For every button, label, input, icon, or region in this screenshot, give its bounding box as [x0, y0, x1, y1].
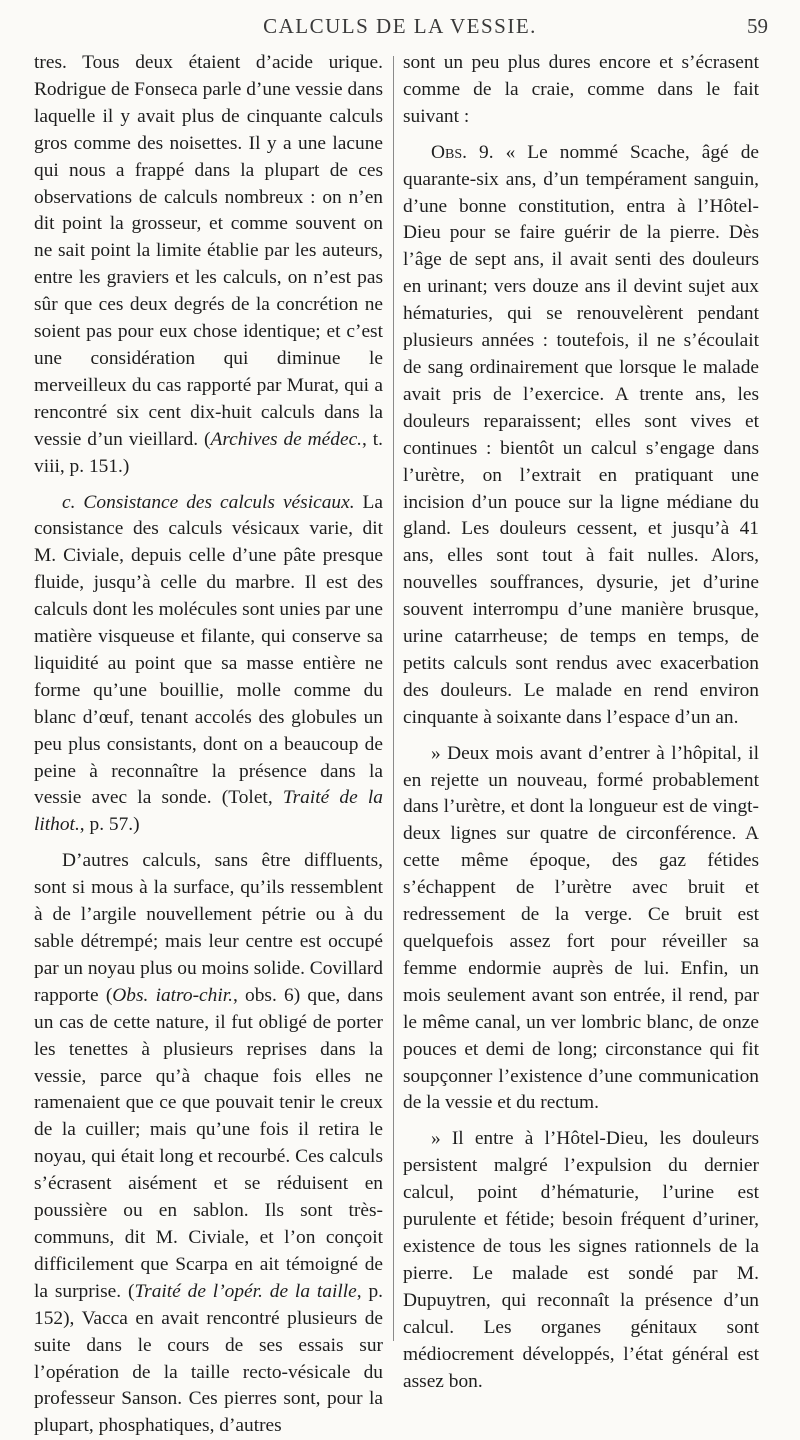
section-heading: c. Consistance des calculs vésicaux. [62, 491, 355, 513]
right-column [403, 50, 759, 1395]
page-number: 59 [747, 14, 768, 38]
section-paragraph [34, 490, 383, 840]
citation: Obs. iatro-chir. [112, 984, 233, 1006]
column-divider [393, 56, 394, 1341]
paragraph-text: , t. viii, p. 151.) [34, 428, 383, 477]
paragraph-text: , p. 57.) [79, 814, 140, 836]
left-column [34, 50, 383, 1440]
paragraph: » Deux mois avant d’entrer à l’hôpital, il en rejette un nouveau, formé probablement dans l’urètre, et dont la longueur est de vingt-deux lignes sur quatre de circonférence. A cette même époque, des gaz fétides s’échappent de l’urètre avec bruit et redressement de la verge. Ce bruit est quelquefois assez fort pour réveiller sa femme endormie auprès de lui. Enfin, un mois seulement avant son entrée, il rend, par le même canal, un ver lombric blanc, de onze pouces et demi de long; circonstance qui fit soupçonner l’existence d’une communication de la vessie et du rectum. [403, 742, 759, 1114]
citation: Archives de médec. [210, 428, 363, 450]
paragraph-text: D’autres calculs, sans être diffluents, sont si mous à la surface, qu’ils ressemblent à de l’argile nouvellement pétrie ou à du sable détrempé; mais leur centre est occupé par un noyau plus ou moins solide. Covillard rapporte ( [34, 850, 384, 1006]
page-header [0, 14, 800, 44]
paragraph: sont un peu plus dures encore et s’écrasent comme de la craie, comme dans le fait suivant : [403, 52, 759, 127]
paragraph-text: , obs. 6) que, dans un cas de cette nature, il fut obligé de porter les tenettes à plusieurs reprises dans la vessie, parce qu’à chaque fois elles ne ramenaient que ce que pouvait tenir le creux de la cuiller; mais qu’une fois il retira le noyau, qui était long et recourbé. Ces calculs s’écrasent aisément et se réduisent en poussière ou en sablon. Ils sont très-communs, dit M. Civiale, et l’on conçoit difficilement que Scarpa en ait témoigné de la surprise. ( [34, 984, 383, 1302]
citation: Traité de l’opér. de la taille [134, 1280, 357, 1302]
paragraph-text: , p. 152), Vacca en avait rencontré plusieurs de suite dans le cours de ses essais sur l’opération de la taille recto-vésicale du professeur Sanson. Ces pierres sont, pour la plupart, phosphatiques, d’autres [34, 1280, 383, 1437]
paragraph-text: tres. Tous deux étaient d’acide urique. Rodrigue de Fonseca parle d’une vessie dans laquelle il y avait plus de cinquante calculs gros comme des noisettes. Il y a une lacune qui nous a frappé dans la plupart de ces observations de calculs nombreux : on n’en dit point la grosseur, et comme souvent on ne sait point la limite établie par les auteurs, entre les graviers et les calculs, on n’est pas sûr que ces deux degrés de la concrétion ne soient pas pour eux chose identique; et c’est une considération qui diminue le merveilleux du cas rapporté par Murat, qui a rencontré six cent dix-huit calculs dans la vessie d’un vieillard. ( [34, 52, 383, 450]
paragraph-text: La consistance des calculs vésicaux varie, dit M. Civiale, depuis celle d’une pâte presque fluide, jusqu’à celle du marbre. Il est des calculs dont les molécules sont unies par une matière visqueuse et filante, qui conserve sa liquidité au point que sa masse entière ne forme qu’une bouillie, molle comme du blanc d’œuf, tenant accolés des globules un peu plus consistants, dont on a beaucoup de peine à reconnaître la présence dans la vessie avec la sonde. (Tolet, [34, 491, 383, 809]
paragraph [34, 50, 383, 481]
running-head: CALCULS DE LA VESSIE. [263, 14, 537, 38]
paragraph [34, 848, 383, 1440]
paragraph-text: « Le nommé Scache, âgé de quarante-six ans, d’un tempérament sanguin, d’une bonne constitution, entra à l’Hôtel-Dieu pour se faire guérir de la pierre. Dès l’âge de sept ans, il avait senti des douleurs en urinant; vers douze ans il devint sujet aux hématuries, qui se renouvelèrent pendant plusieurs années : toutefois, il ne s’écoulait de sang ordinairement que lorsque le malade avait pris de l’exercice. A trente ans, les douleurs reparaissent; elles sont vives et continues : bientôt un calcul s’engage dans l’urètre, on l’extrait en pratiquant une incision d’un pouce sur la ligne médiane du gland. Les douleurs cessent, et jusqu’à 41 ans, elles sont tout à fait nulles. Alors, nouvelles souffrances, dysurie, jet d’urine souvent interrompu d’une manière brusque, urine catarrheuse; de temps en temps, de petits calculs sont rendus avec exacerbation des douleurs. Le malade en rend environ cinquante à soixante dans l’espace d’un an. [403, 141, 759, 728]
observation-label: Obs. 9. [431, 141, 494, 163]
observation-paragraph [403, 140, 759, 732]
paragraph: » Il entre à l’Hôtel-Dieu, les douleurs persistent malgré l’expulsion du dernier calcul, point d’hématurie, l’urine est purulente et fétide; besoin fréquent d’uriner, existence de tous les signes rationnels de la pierre. Le malade est sondé par M. Dupuytren, qui reconnaît la présence d’un calcul. Les organes génitaux sont médiocrement développés, l’état général est assez bon. [403, 1128, 759, 1392]
citation: Traité de la lithot. [34, 787, 384, 836]
